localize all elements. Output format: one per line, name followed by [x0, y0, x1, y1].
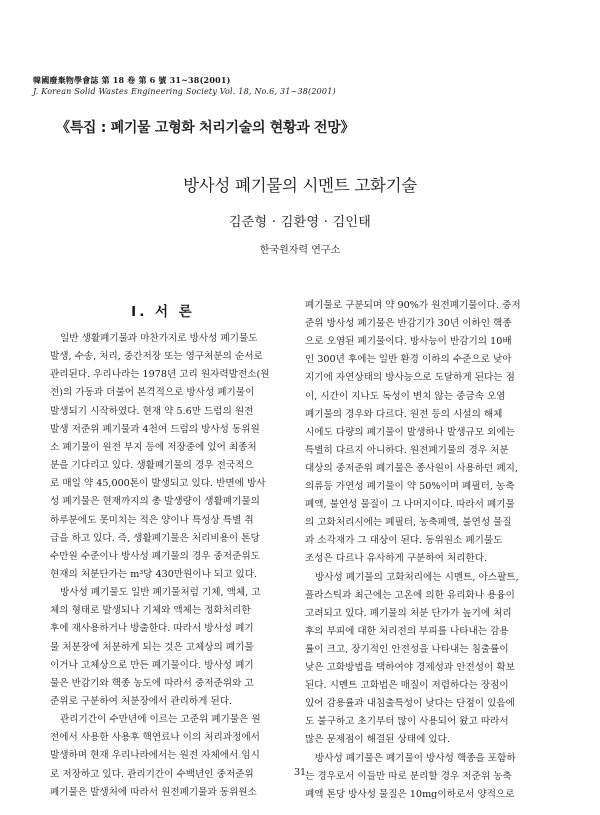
body-text-line: 의류등 가연성 폐기물이 약 50%이며 폐필터, 농축: [305, 481, 515, 492]
journal-name-english: J. Korean Solid Wastes Engineering Society Vol. 18, No.6, 31~38(2001): [33, 87, 336, 96]
body-text-line: 방사성 폐기물은 폐기물이 방사성 핵종을 포함하: [315, 752, 516, 764]
body-text-line: 이, 시간이 지나도 독성이 변치 않는 중금속 오염: [305, 390, 506, 402]
body-text-line: 시에도 다량의 폐기물이 발생하나 발생규모 외에는: [305, 426, 515, 438]
body-text-line: 물 처분장에 처분하게 되는 것은 고체상의 폐기물: [50, 641, 254, 653]
body-text-line: 분을 기다리고 있다. 생활폐기물의 경우 전국적으: [50, 460, 254, 472]
body-text-line: 플라스틱과 최근에는 고온에 의한 유리화나 용융이: [305, 589, 515, 601]
body-text-line: 과 소각재가 그 대상이 된다. 동위원소 폐기물도: [305, 535, 503, 547]
section-heading-introduction: I. 서 론: [131, 304, 195, 320]
journal-name-korean: 韓國廢棄物學會誌 第 18 卷 第 6 號 31~38(2001): [33, 75, 231, 85]
body-text-line: 물은 반감기와 핵종 농도에 따라서 중저준위와 고: [50, 677, 254, 689]
body-text-line: 성 폐기물은 현재까지의 총 발생량이 생활폐기물의: [50, 496, 260, 508]
body-text-line: 의 고화처리시에는 폐필터, 농축폐액, 불연성 물질: [305, 517, 512, 529]
body-text-line: 소 폐기물이 원전 부지 등에 저장중에 있어 최종처: [50, 441, 257, 453]
body-text-line: 으로 오염된 폐기물이다. 방사능이 반감기의 10배: [305, 336, 512, 348]
body-text-line: 방사성 폐기물의 고화처리에는 시멘트, 아스팔트,: [315, 571, 519, 583]
body-text-line: 폐기물로 구분되며 약 90%가 원전폐기물이다. 중저: [305, 300, 521, 311]
body-text-line: 고려되고 있다. 폐기물의 처분 단가가 높기에 처리: [305, 607, 512, 619]
body-text-line: 전)의 가동과 더불어 본격적으로 방사성 폐기물이: [50, 387, 255, 399]
body-text-line: 발생하며 현재 우리나라에서는 원전 자체에서 임시: [50, 750, 260, 762]
affiliation: 한국원자력 연구소: [259, 245, 341, 256]
body-text-line: 폐액 톤당 방사성 물질은 10mg이하로서 양적으로: [305, 788, 515, 800]
body-text-line: 현재의 처분단가는 m³당 430만원이나 되고 있다.: [50, 568, 258, 580]
body-text-line: 준위로 구분하여 처분장에서 관리하게 된다.: [50, 696, 233, 707]
author-list: 김준형 · 김환영 · 김인태: [228, 215, 372, 230]
body-text-line: 된다. 시멘트 고화법은 매질이 저렴하다는 장점이: [305, 680, 509, 692]
body-text-line: 로 저장하고 있다. 관리기간이 수백년인 중저준위: [50, 768, 254, 780]
body-text-line: 후의 부피에 대한 처리전의 부피를 나타내는 감용: [305, 625, 509, 637]
body-text-line: 하루분에도 못미치는 적은 양이나 특성상 특별 취: [50, 514, 254, 526]
body-text-line: 낮은 고화방법을 택하여야 경제성과 안전성이 확보: [305, 662, 515, 673]
body-text-line: 후에 재사용하거나 방출한다. 따라서 방사성 폐기: [50, 623, 254, 635]
body-text-line: 전에서 사용한 사용후 핵연료나 이의 처리과정에서: [50, 732, 260, 744]
body-text-line: 준위 방사성 폐기물은 반감기가 30년 이하인 핵종: [305, 318, 512, 330]
body-text-line: 특별히 다르지 아니하다. 원전폐기물의 경우 처분: [305, 444, 509, 456]
body-text-line: 방사성 폐기물도 일반 폐기물처럼 기체, 액체, 고: [60, 587, 261, 599]
body-text-line: 률이 크고, 장기적인 안전성을 나타내는 침출률이: [305, 643, 509, 655]
body-text-line: 급을 하고 있다. 즉, 생활폐기물은 처리비용이 톤당: [50, 532, 260, 544]
body-text-line: 체의 형태로 발생되나 기체와 액체는 정화처리한: [50, 605, 251, 617]
body-text-line: 인 300년 후에는 일반 환경 이하의 수준으로 낮아: [305, 354, 512, 366]
body-text-line: 대상의 중저준위 폐기물은 종사원이 사용하던 폐지,: [305, 462, 518, 474]
body-text-line: 발생되기 시작하였다. 현재 약 5.6만 드럼의 원전: [50, 405, 254, 417]
body-text-line: 수만원 수준이나 방사성 폐기물의 경우 중저준위도: [50, 550, 260, 562]
body-text-line: 로 매일 약 45,000톤이 발생되고 있다. 반면에 방사: [50, 478, 266, 490]
body-text-line: 도 불구하고 초기부터 많이 사용되어 왔고 따라서: [305, 716, 509, 728]
body-text-line: 발생, 수송, 처리, 중간저장 또는 영구처분의 순서로: [50, 351, 263, 363]
journal-header: [33, 74, 453, 98]
paper-title: 방사성 폐기물의 시멘트 고화기술: [183, 176, 417, 195]
body-text-line: 관리된다. 우리나라는 1978년 고리 원자력발전소(원: [50, 369, 270, 381]
body-text-line: 폐액, 불연성 물질이 그 나머지이다. 따라서 폐기물: [305, 499, 515, 511]
body-text-line: 는 경우로서 이들만 따로 분리할 경우 저준위 농축: [305, 770, 512, 782]
body-text-line: 관리기간이 수만년에 이르는 고준위 폐기물은 원: [60, 714, 261, 726]
body-text-line: 폐기물은 발생처에 따라서 원전폐기물과 동위원소: [50, 786, 257, 798]
body-text-line: 지기에 자연상태의 방사능으로 도달하게 된다는 점: [305, 372, 515, 384]
body-text-line: 조성은 다르나 유사하게 구분하여 처리한다.: [305, 553, 488, 565]
body-text-line: 폐기물의 경우와 다르다. 원전 등의 시설의 해체: [305, 408, 503, 420]
special-topic-heading: 《특집 : 폐기물 고형화 처리기술의 현황과 전망》: [56, 120, 355, 136]
body-text-line: 일반 생활폐기물과 마찬가지로 방사성 폐기물도: [60, 333, 258, 344]
body-text-line: 많은 문제점이 해결된 상태에 있다.: [305, 734, 450, 746]
body-text-line: 이거나 고체상으로 만든 폐기물이다. 방사성 폐기: [50, 659, 254, 671]
page-number: 31: [293, 767, 307, 778]
body-text-line: 있어 감용률과 내침출특성이 낮다는 단점이 있음에: [305, 698, 515, 710]
body-text-line: 발생 저준위 폐기물과 4천여 드럼의 방사성 동위원: [50, 423, 260, 435]
